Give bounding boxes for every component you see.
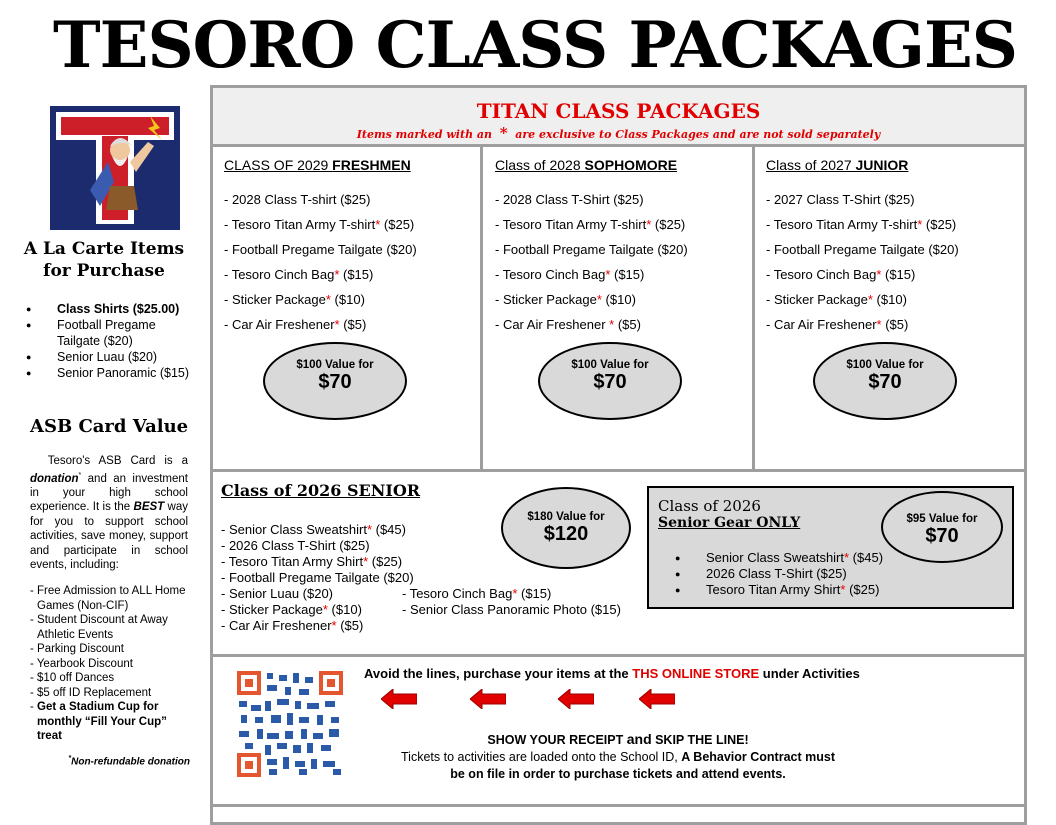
packages-title: TITAN CLASS PACKAGES [476, 99, 761, 123]
gear-subheading: Senior Gear ONLY [658, 515, 801, 531]
sophomore-package [495, 157, 755, 337]
list-item: - 2026 Class T-Shirt ($25) [221, 538, 370, 553]
tickets-note: Tickets to activities are loaded onto the School ID, A Behavior Contract must be on file in order to purchase tickets and attend events. [401, 750, 835, 781]
price-badge: $100 Value for $70 [263, 342, 407, 420]
list-item: - 2027 Class T-Shirt ($25) [766, 192, 915, 207]
gear-heading: Class of 2026 [658, 497, 761, 515]
list-item: - 2028 Class T-shirt ($25) [224, 192, 371, 207]
a-la-carte-title: A La Carte Items for Purchase [23, 239, 185, 281]
left-arrow-icon [381, 689, 417, 709]
list-item: - Student Discount at Away Athletic Events [30, 614, 168, 641]
freshmen-package [224, 157, 484, 337]
list-item: ● Tesoro Titan Army Shirt* ($25) [675, 582, 883, 598]
packages-subtitle: Items marked with an * are exclusive to Class Packages and are not sold separately [356, 124, 881, 142]
list-item: - $5 off ID Replacement [30, 686, 152, 699]
list-item: ● Football Pregame Tailgate ($20) [24, 317, 194, 349]
asb-benefits-list [30, 584, 195, 744]
list-item: - Sticker Package* ($10) [495, 292, 636, 307]
list-item: - Parking Discount [30, 643, 124, 655]
asb-description: Tesoro's ASB Card is a donation* and an investment in your high school experience. It is the BEST way for you to support school activities, save money, support and participate in school events, including: [30, 455, 189, 572]
list-item: - Tesoro Titan Army T-shirt* ($25) [495, 217, 686, 232]
receipt-notice [395, 731, 841, 783]
senior-items-extra [402, 586, 621, 618]
list-item: - Football Pregame Tailgate ($20) [495, 242, 688, 257]
left-arrow-icon [470, 689, 506, 709]
package-heading: CLASS OF 2029 FRESHMEN [224, 157, 411, 173]
list-item: - Get a Stadium Cup for monthly “Fill Your Cup” treat [30, 701, 167, 742]
list-item: - Football Pregame Tailgate ($20) [221, 570, 414, 585]
left-arrow-icon [639, 689, 675, 709]
list-item: - Senior Class Panoramic Photo ($15) [402, 602, 621, 617]
list-item: - Yearbook Discount [30, 657, 133, 670]
qr-code-icon[interactable] [237, 671, 343, 777]
package-heading: Class of 2027 JUNIOR [766, 157, 909, 173]
list-item: - Tesoro Cinch Bag* ($15) [224, 267, 374, 282]
divider [213, 654, 1024, 657]
list-item: - $10 off Dances [30, 672, 115, 684]
list-item: - 2028 Class T-Shirt ($25) [495, 192, 644, 207]
asb-card-title: ASB Card Value [30, 416, 189, 437]
list-item: ● Senior Panoramic ($15) [24, 365, 194, 381]
list-item: - Tesoro Titan Army Shirt* ($25) [221, 554, 403, 569]
list-item: ● Senior Class Sweatshirt* ($45) [675, 550, 883, 566]
list-item: - Car Air Freshener* ($5) [221, 618, 364, 633]
list-item: - Free Admission to ALL Home Games (Non-CIF) [30, 585, 186, 612]
page-title: TESORO CLASS PACKAGES [53, 8, 1017, 83]
non-refundable-note: *Non-refundable donation [68, 755, 190, 768]
list-item: - Tesoro Cinch Bag* ($15) [766, 267, 916, 282]
price-badge: $180 Value for $120 [501, 487, 631, 569]
list-item: - Car Air Freshener* ($5) [766, 317, 909, 332]
list-item: - Sticker Package* ($10) [766, 292, 907, 307]
list-item: ● 2026 Class T-Shirt ($25) [675, 566, 883, 582]
gear-items [675, 550, 883, 598]
list-item: - Car Air Freshener* ($5) [224, 317, 367, 332]
list-item: - Tesoro Titan Army T-shirt* ($25) [224, 217, 415, 232]
left-arrow-icon [558, 689, 594, 709]
junior-package [766, 157, 1026, 337]
store-instructions: Avoid the lines, purchase your items at the THS ONLINE STORE under Activities [364, 666, 860, 681]
price-badge: $100 Value for $70 [538, 342, 682, 420]
senior-items [221, 522, 414, 634]
list-item: - Tesoro Titan Army T-shirt* ($25) [766, 217, 957, 232]
list-item: - Tesoro Cinch Bag* ($15) [495, 267, 645, 282]
list-item: - Car Air Freshener * ($5) [495, 317, 641, 332]
list-item: - Senior Class Sweatshirt* ($45) [221, 522, 406, 537]
senior-package-heading: Class of 2026 SENIOR [221, 481, 421, 500]
list-item: - Sticker Package* ($10) [224, 292, 365, 307]
divider [213, 469, 1024, 472]
divider [213, 804, 1024, 807]
receipt-headline: SHOW YOUR RECEIPT and SKIP THE LINE! [487, 731, 749, 747]
list-item: - Senior Luau ($20) [221, 586, 334, 601]
list-item: - Sticker Package* ($10) [221, 602, 362, 617]
price-badge: $100 Value for $70 [813, 342, 957, 420]
list-item: - Football Pregame Tailgate ($20) [766, 242, 959, 257]
list-item: - Football Pregame Tailgate ($20) [224, 242, 417, 257]
list-item: - Tesoro Cinch Bag* ($15) [402, 586, 552, 601]
list-item: ● Senior Luau ($20) [24, 349, 194, 365]
package-heading: Class of 2028 SOPHOMORE [495, 157, 678, 173]
price-badge: $95 Value for $70 [881, 491, 1003, 563]
a-la-carte-list [24, 301, 194, 381]
online-store-link[interactable]: THS ONLINE STORE [632, 666, 760, 681]
titan-mascot-logo-icon [50, 106, 180, 230]
list-item: ● Class Shirts ($25.00) [24, 301, 194, 317]
packages-header [213, 88, 1024, 147]
